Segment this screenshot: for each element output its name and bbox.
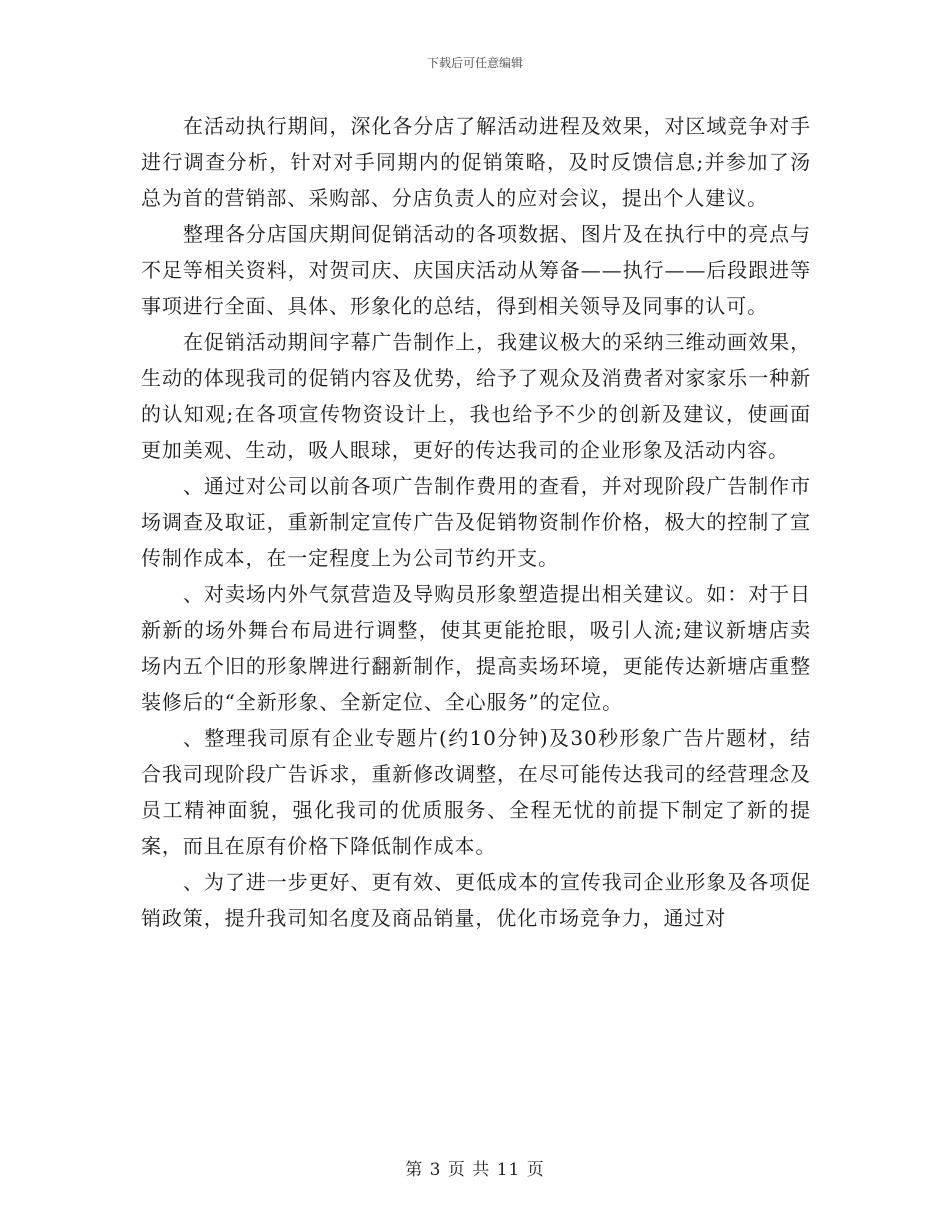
paragraph-7: 、为了进一步更好、更有效、更低成本的宣传我司企业形象及各项促销政策，提升我司知名度及商品销量，优化市场竞争力，通过对 <box>141 870 811 930</box>
page-header-note: 下载后可任意编辑 <box>426 56 523 70</box>
document-body <box>141 108 811 936</box>
paragraph-3: 在促销活动期间字幕广告制作上，我建议极大的采纳三维动画效果，生动的体现我司的促销内容及优势，给予了观众及消费者对家家乐一种新的认知观;在各项宣传物资设计上，我也给予不少的创新及建议，使画面更加美观、生动，吸人眼球，更好的传达我司的企业形象及活动内容。 <box>141 330 811 462</box>
paragraph-4: 、通过对公司以前各项广告制作费用的查看，并对现阶段广告制作市场调查及取证，重新制定宣传广告及促销物资制作价格，极大的控制了宣传制作成本，在一定程度上为公司节约开支。 <box>141 474 811 570</box>
paragraph-5: 、对卖场内外气氛营造及导购员形象塑造提出相关建议。如：对于日新新的场外舞台布局进行调整，使其更能抢眼，吸引人流;建议新塘店卖场内五个旧的形象牌进行翻新制作，提高卖场环境，更能传达新塘店重整装修后的“全新形象、全新定位、全心服务”的定位。 <box>141 582 811 714</box>
page-footer-number: 第 3 页 共 11 页 <box>405 1160 545 1180</box>
paragraph-6: 、整理我司原有企业专题片(约10分钟)及30秒形象广告片题材，结合我司现阶段广告诉求，重新修改调整，在尽可能传达我司的经营理念及员工精神面貌，强化我司的优质服务、全程无忧的前提下制定了新的提案，而且在原有价格下降低制作成本。 <box>141 726 811 858</box>
paragraph-1: 在活动执行期间，深化各分店了解活动进程及效果，对区域竞争对手进行调查分析，针对对手同期内的促销策略，及时反馈信息;并参加了汤总为首的营销部、采购部、分店负责人的应对会议，提出个人建议。 <box>141 114 811 210</box>
paragraph-2: 整理各分店国庆期间促销活动的各项数据、图片及在执行中的亮点与不足等相关资料，对贺司庆、庆国庆活动从筹备——执行——后段跟进等事项进行全面、具体、形象化的总结，得到相关领导及同事的认可。 <box>141 222 811 318</box>
